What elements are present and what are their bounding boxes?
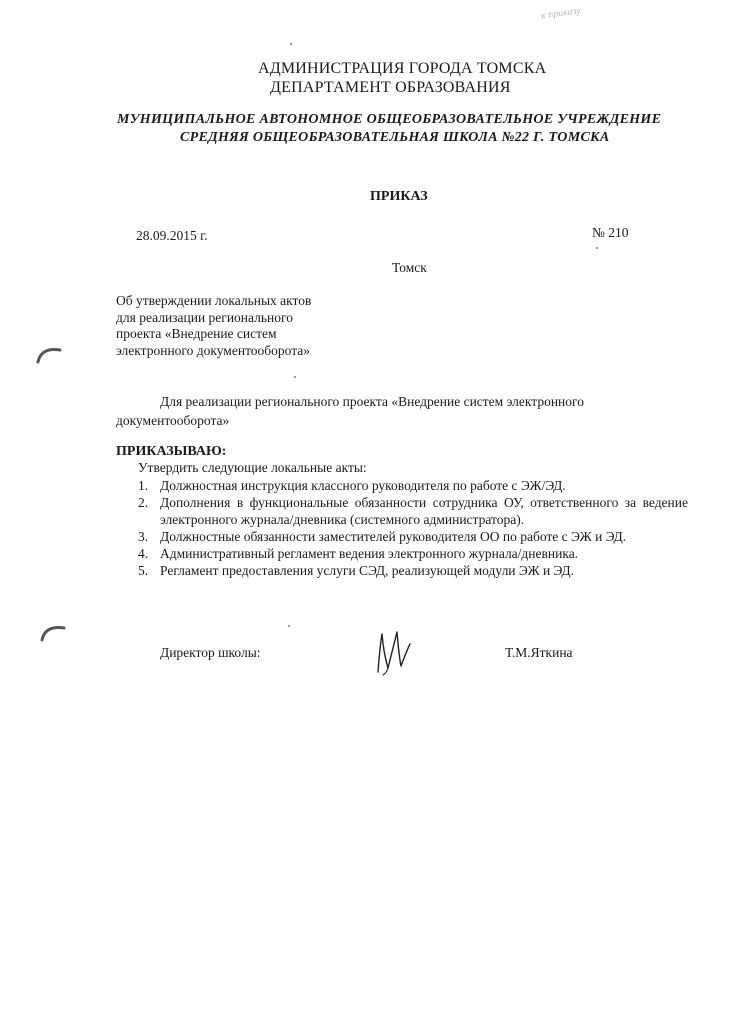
scan-speck [294, 376, 296, 378]
list-item-number: 1. [138, 478, 149, 493]
subject-line: Об утверждении локальных актов [116, 293, 312, 308]
list-item-number: 4. [138, 546, 149, 561]
list-item-number: 5. [138, 563, 149, 578]
punch-hole-mark-bottom [40, 624, 66, 642]
list-item-text: Дополнения в функциональные обязанности сотрудника ОУ, ответственного за ведение электронного журнала/дневника (системного администратора). [160, 495, 688, 527]
scan-speck [596, 247, 598, 249]
list-item-text: Регламент предоставления услуги СЭД, реализующей модули ЭЖ и ЭД. [160, 563, 574, 578]
acts-list [138, 477, 688, 579]
list-item [138, 477, 688, 494]
subject-line: проекта «Внедрение систем [116, 326, 277, 341]
handwritten-signature [370, 628, 416, 676]
preamble-line: документооборота» [116, 413, 230, 428]
list-item-number: 2. [138, 495, 149, 510]
administration-title: АДМИНИСТРАЦИЯ ГОРОДА ТОМСКА [258, 60, 547, 77]
list-item-text: Должностные обязанности заместителей руководителя ОО по работе с ЭЖ и ЭД. [160, 529, 627, 544]
list-item-text: Административный регламент ведения электронного журнала/дневника. [160, 546, 579, 561]
corner-note: к приказу [540, 5, 582, 22]
organization-name-line1: МУНИЦИПАЛЬНОЕ АВТОНОМНОЕ ОБЩЕОБРАЗОВАТЕЛЬНОЕ УЧРЕЖДЕНИЕ [117, 112, 662, 127]
list-item-number: 3. [138, 529, 149, 544]
subject-line: для реализации регионального [116, 309, 293, 325]
subject-line: электронного документооборота» [116, 342, 311, 358]
document-date: 28.09.2015 г. [136, 228, 208, 243]
order-heading: ПРИКАЗЫВАЮ: [116, 444, 227, 459]
document-number: № 210 [592, 225, 629, 240]
order-intro: Утвердить следующие локальные акты: [138, 460, 367, 475]
list-item-text: Должностная инструкция классного руководителя по работе с ЭЖ/ЭД. [160, 478, 566, 493]
organization-name-line2: СРЕДНЯЯ ОБЩЕОБРАЗОВАТЕЛЬНАЯ ШКОЛА №22 Г. ТОМСКА [180, 130, 610, 145]
scan-speck [288, 625, 290, 627]
signatory-name: Т.М.Яткина [505, 645, 573, 660]
scan-speck [290, 43, 292, 45]
list-item [138, 494, 688, 528]
preamble-paragraph [116, 392, 676, 430]
department-title: ДЕПАРТАМЕНТ ОБРАЗОВАНИЯ [270, 79, 511, 96]
subject-block [116, 293, 311, 359]
list-item [138, 545, 688, 562]
document-city: Томск [392, 260, 427, 275]
document-type: ПРИКАЗ [370, 189, 428, 204]
signatory-position: Директор школы: [160, 645, 261, 660]
punch-hole-mark-top [36, 346, 62, 364]
list-item [138, 528, 688, 545]
preamble-line: Для реализации регионального проекта «Внедрение систем электронного [160, 394, 584, 409]
list-item [138, 562, 688, 579]
